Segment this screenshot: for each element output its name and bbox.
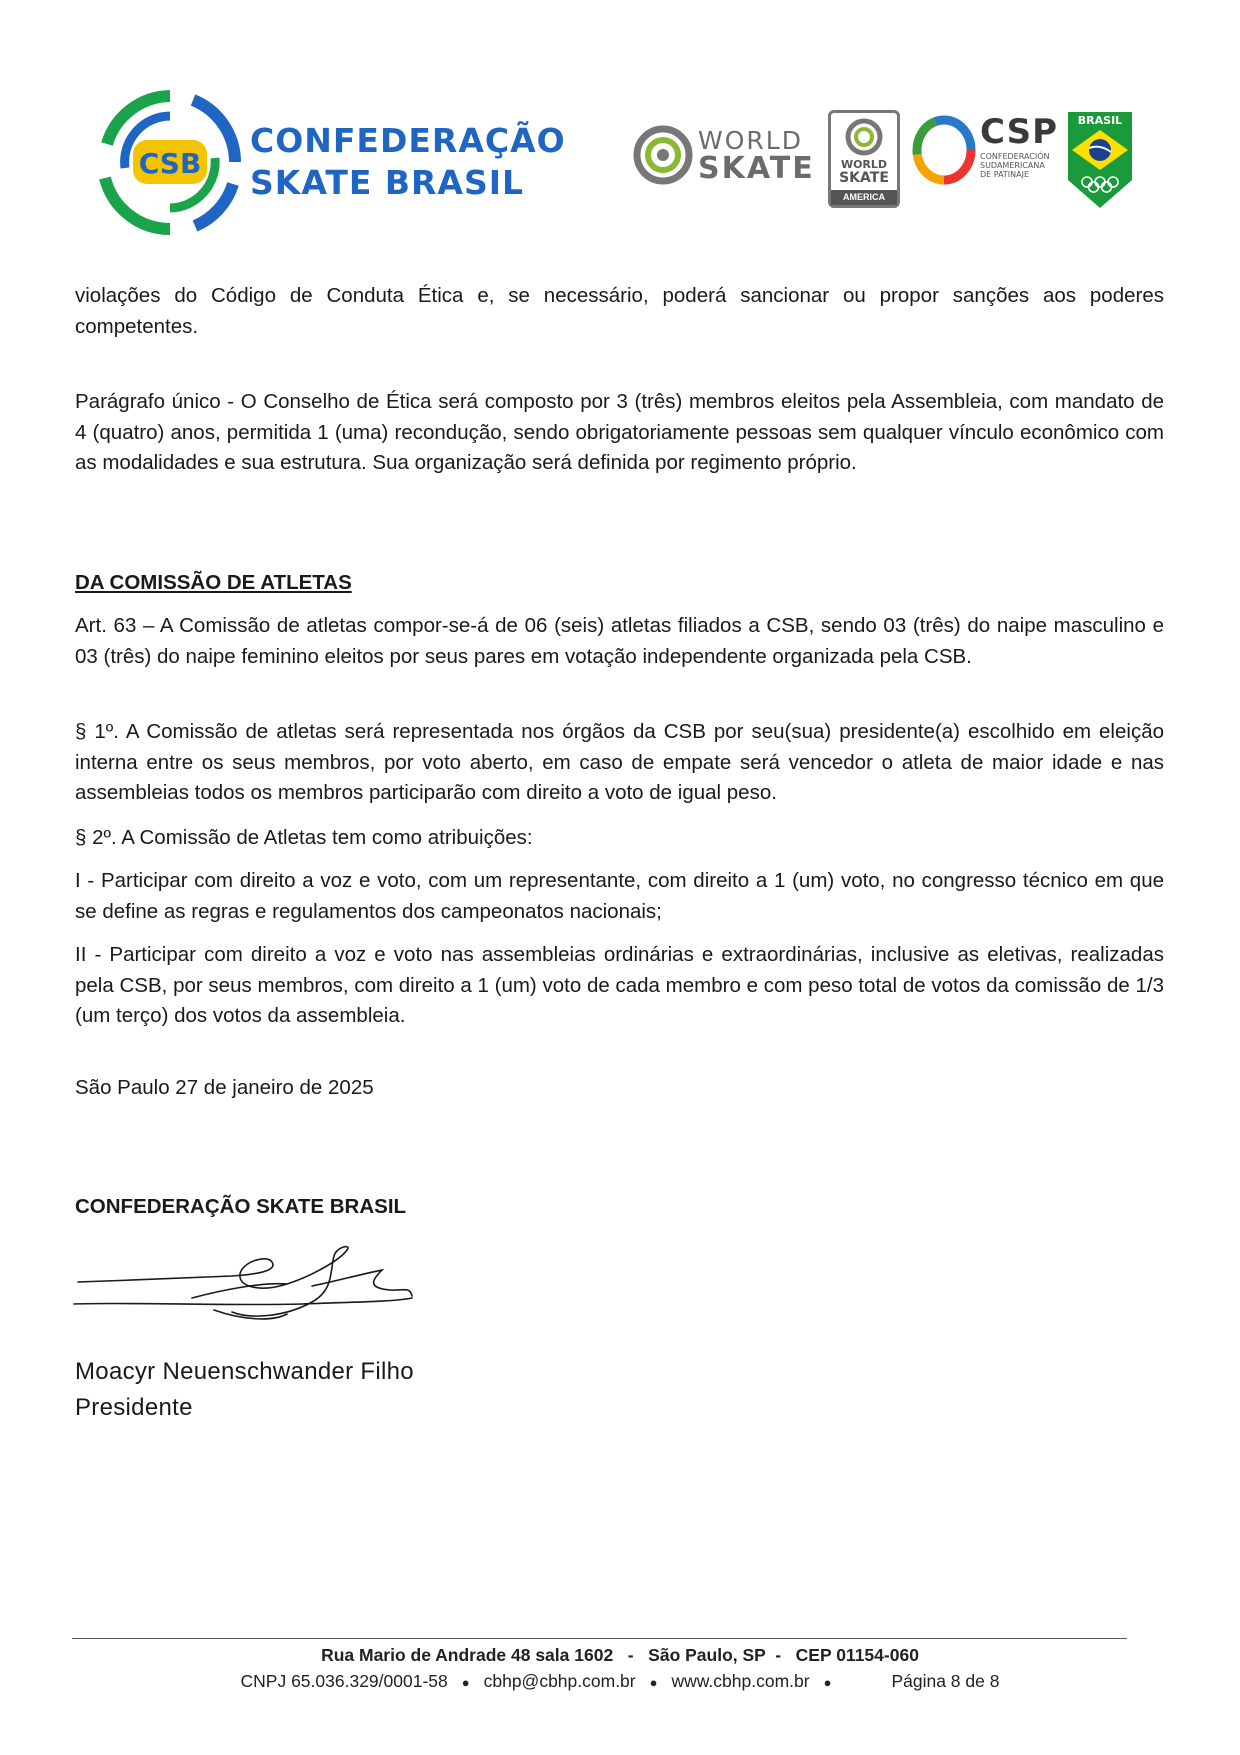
- wsa-line1: WORLD: [840, 158, 888, 171]
- footer-email[interactable]: cbhp@cbhp.com.br: [483, 1671, 636, 1691]
- footer-address: Rua Mario de Andrade 48 sala 1602 - São Paulo, SP - CEP 01154-060: [321, 1645, 919, 1665]
- date-line: São Paulo 27 de janeiro de 2025: [75, 1076, 374, 1099]
- world-skate-logo: [632, 122, 815, 192]
- world-skate-swirl-icon: [632, 122, 694, 188]
- section-heading-athletes-commission: DA COMISSÃO DE ATLETAS: [75, 571, 352, 594]
- letterhead: [0, 0, 1240, 260]
- csb-wordmark-line1: CONFEDERAÇÃO: [250, 121, 566, 160]
- item-ii: II - Participar com direito a voz e voto nas assembleias ordinárias e extraordinárias, inclusive as eletivas, realizadas pela CSB, por seus membros, com direito a 1 (um) voto de cada membro e com peso total de votos da comissão de 1/3 (um terço) dos votos da assembleia.: [75, 943, 1164, 1027]
- wsa-line2: SKATE: [839, 170, 889, 186]
- signer-title: Presidente: [75, 1394, 193, 1421]
- wsa-swirl-icon: [831, 113, 897, 157]
- csp-sub1: CONFEDERACIÓN: [980, 152, 1050, 161]
- csp-sub2: SUDAMERICANA: [980, 161, 1045, 170]
- bullet-icon: ●: [461, 1675, 470, 1690]
- signer-block: [75, 1354, 414, 1426]
- wsa-line3: AMERICA: [831, 190, 897, 205]
- csp-subtitle: [980, 152, 1050, 179]
- brasil-olympic-logo: [1066, 110, 1134, 210]
- signer-name: Moacyr Neuenschwander Filho: [75, 1358, 414, 1385]
- handwritten-signature: [72, 1240, 422, 1340]
- bullet-icon: ●: [649, 1675, 658, 1690]
- csb-wordmark-line2: SKATE BRASIL: [250, 163, 525, 202]
- csp-logo: [912, 112, 1062, 192]
- paragraph-code-of-conduct: violações do Código de Conduta Ética e, se necessário, poderá sancionar ou propor sanções aos poderes competentes.: [75, 284, 1164, 338]
- csb-logo-emblem: [95, 88, 245, 236]
- bullet-icon: ●: [823, 1675, 832, 1690]
- csp-sub3: DE PATINAJE: [980, 170, 1030, 179]
- paragraph-sole-ethics-council: Parágrafo único - O Conselho de Ética será composto por 3 (três) membros eleitos pela Assembleia, com mandato de 4 (quatro) anos, permitida 1 (uma) recondução, sendo obrigatoriamente pessoas sem qualquer vínculo econômico com as modalidades e sua estrutura. Sua organização será definida por regimento próprio.: [75, 390, 1164, 474]
- footer-contact: [0, 1668, 1240, 1696]
- world-skate-line1: WORLD: [698, 126, 803, 155]
- world-skate-america-logo: [828, 110, 900, 208]
- paragraph-2: § 2º. A Comissão de Atletas tem como atribuições:: [75, 826, 533, 849]
- csb-wordmark: [250, 120, 566, 204]
- item-i: I - Participar com direito a voz e voto, com um representante, com direito a 1 (um) voto, no congresso técnico em que se define as regras e regulamentos dos campeonatos nacionais;: [75, 869, 1164, 923]
- footer-website[interactable]: www.cbhp.com.br: [671, 1671, 810, 1691]
- csb-logo-text: CSB: [138, 147, 202, 180]
- organization-name: CONFEDERAÇÃO SKATE BRASIL: [75, 1195, 407, 1218]
- footer-cnpj: CNPJ 65.036.329/0001-58: [240, 1671, 448, 1691]
- csp-ring-icon: [912, 112, 976, 188]
- article-63: Art. 63 – A Comissão de atletas compor-se-á de 06 (seis) atletas filiados a CSB, sendo 03 (três) do naipe masculino e 03 (três) do naipe feminino eleitos por seus pares em votação independente organizada pela CSB.: [75, 614, 1164, 668]
- csp-title: CSP: [980, 112, 1058, 152]
- brasil-label: BRASIL: [1077, 114, 1123, 127]
- footer-page-number: Página 8 de 8: [891, 1671, 1000, 1691]
- paragraph-1: § 1º. A Comissão de atletas será representada nos órgãos da CSB por seu(sua) presidente(a) escolhido em eleição interna entre os seus membros, por voto aberto, em caso de empate será vencedor o atleta de maior idade e nas assembleias todos os membros participarão com direito a voto de igual peso.: [75, 720, 1164, 804]
- world-skate-line2: SKATE: [698, 151, 815, 186]
- footer-divider: [72, 1638, 1127, 1639]
